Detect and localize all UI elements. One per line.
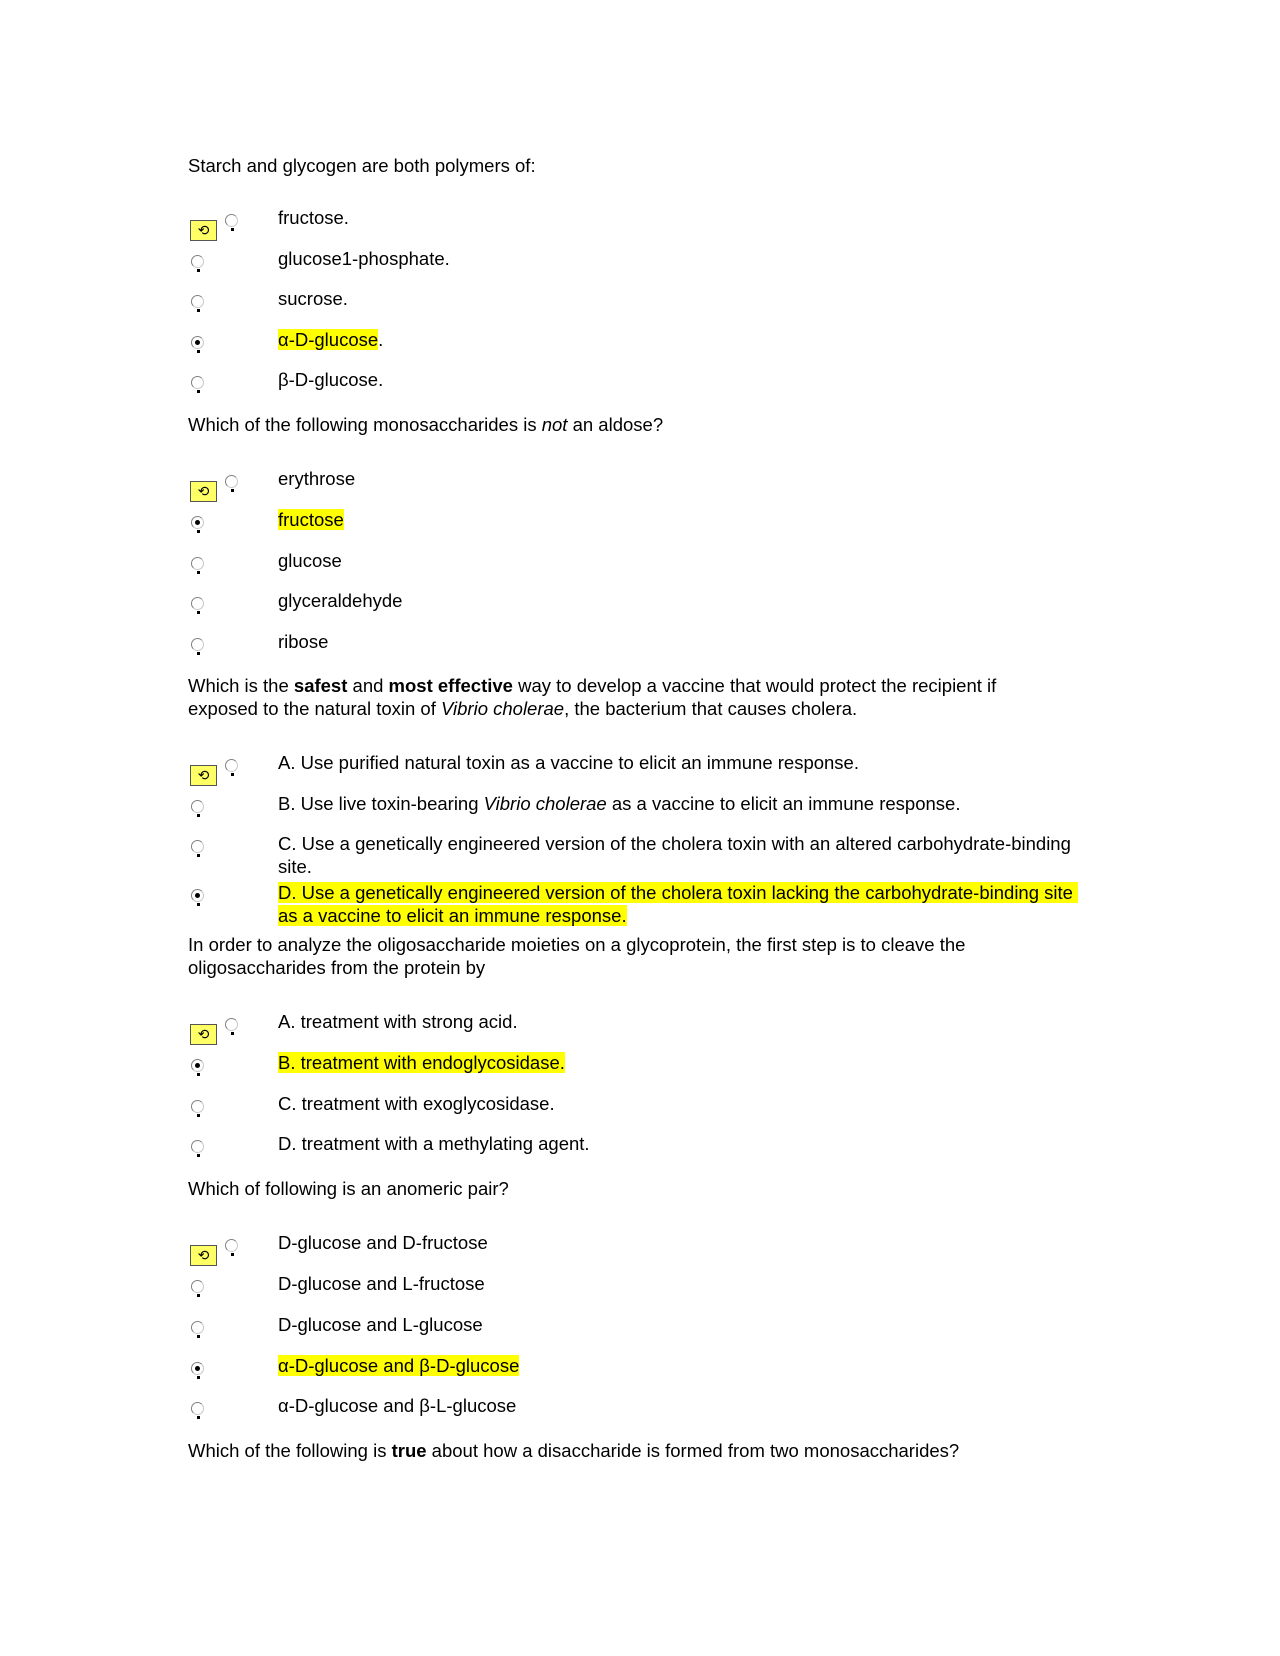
question-5-option-a[interactable]: D-glucose and D-fructose <box>278 1232 488 1253</box>
question-1-radio-c[interactable] <box>191 295 204 308</box>
radio-button-icon[interactable] <box>225 759 238 772</box>
question-5-radio-e[interactable] <box>191 1402 204 1415</box>
answer-key-icon: ⟲ <box>190 765 217 786</box>
question-3-text: Which is the safest and most effective way to develop a vaccine that would protect the recipient if exposed to the natural toxin of Vibrio cholerae, the bacterium that causes cholera. <box>188 675 1002 719</box>
question-1-option-c[interactable]: sucrose. <box>278 288 348 309</box>
question-2-radio-b-selected[interactable] <box>191 516 204 529</box>
question-4-text: In order to analyze the oligosaccharide moieties on a glycoprotein, the first step is to cleave the oligosaccharides from the protein by <box>188 934 971 978</box>
question-5-radio-b[interactable] <box>191 1280 204 1293</box>
question-2-option-e[interactable]: ribose <box>278 631 329 652</box>
question-4-option-a[interactable]: A. treatment with strong acid. <box>278 1011 518 1032</box>
answer-highlight: D. Use a genetically engineered version of the cholera toxin lacking the carbohydrate-binding site as a vaccine to elicit an immune response. <box>278 882 1079 926</box>
question-1-radio-e[interactable] <box>191 376 204 389</box>
question-6-text: Which of the following is true about how a disaccharide is formed from two monosaccharides? <box>188 1440 960 1461</box>
question-4-option-b[interactable] <box>278 1051 1078 1074</box>
question-3-radio-d-selected[interactable] <box>191 889 204 902</box>
question-1-option-a[interactable]: fructose. <box>278 207 349 228</box>
answer-highlight: fructose <box>278 509 344 530</box>
question-5-option-e[interactable]: α-D-glucose and β-L-glucose <box>278 1395 517 1416</box>
question-5-text: Which of following is an anomeric pair? <box>188 1178 509 1199</box>
question-2-option-d[interactable]: glyceraldehyde <box>278 590 403 611</box>
question-2-option-c[interactable]: glucose <box>278 550 342 571</box>
question-5-radio-c[interactable] <box>191 1321 204 1334</box>
question-1-radio-d-selected[interactable] <box>191 336 204 349</box>
question-2-option-b[interactable] <box>278 508 1078 531</box>
question-2-text: Which of the following monosaccharides is not an aldose? <box>188 414 664 435</box>
question-5-option-b[interactable]: D-glucose and L-fructose <box>278 1273 485 1294</box>
question-4-radio-d[interactable] <box>191 1140 204 1153</box>
question-2-radio-c[interactable] <box>191 557 204 570</box>
question-3-option-a[interactable]: A. Use purified natural toxin as a vaccine to elicit an immune response. <box>278 752 859 773</box>
question-1-option-e[interactable]: β-D-glucose. <box>278 369 384 390</box>
answer-highlight: B. treatment with endoglycosidase. <box>278 1052 565 1073</box>
question-4-radio-b-selected[interactable] <box>191 1059 204 1072</box>
question-1-option-b[interactable]: glucose1-phosphate. <box>278 248 450 269</box>
answer-key-icon: ⟲ <box>190 481 217 502</box>
answer-highlight: α-D-glucose <box>278 329 379 350</box>
answer-key-icon: ⟲ <box>190 1245 217 1266</box>
answer-key-icon: ⟲ <box>190 220 217 241</box>
question-4-radio-c[interactable] <box>191 1100 204 1113</box>
radio-button-icon[interactable] <box>225 475 238 488</box>
question-1-text: Starch and glycogen are both polymers of: <box>188 155 536 176</box>
radio-button-icon[interactable] <box>225 1239 238 1252</box>
question-5-radio-d-selected[interactable] <box>191 1362 204 1375</box>
question-3-option-b[interactable]: B. Use live toxin-bearing Vibrio cholerae as a vaccine to elicit an immune response. <box>278 793 961 814</box>
question-5-option-c[interactable]: D-glucose and L-glucose <box>278 1314 483 1335</box>
answer-highlight: α-D-glucose and β-D-glucose <box>278 1355 520 1376</box>
question-1-radio-b[interactable] <box>191 255 204 268</box>
question-2-option-a[interactable]: erythrose <box>278 468 356 489</box>
question-4-option-c[interactable]: C. treatment with exoglycosidase. <box>278 1093 555 1114</box>
question-3-radio-c[interactable] <box>191 840 204 853</box>
question-3-option-c[interactable]: C. Use a genetically engineered version of the cholera toxin with an altered carbohydrate-binding site. <box>278 833 1077 877</box>
radio-button-icon[interactable] <box>225 214 238 227</box>
question-5-option-d[interactable] <box>278 1354 1078 1377</box>
question-2-radio-d[interactable] <box>191 597 204 610</box>
answer-key-icon: ⟲ <box>190 1024 217 1045</box>
question-2-radio-e[interactable] <box>191 638 204 651</box>
radio-button-icon[interactable] <box>225 1018 238 1031</box>
question-1-option-d[interactable]: α-D-glucose. <box>278 329 384 350</box>
question-4-option-d[interactable]: D. treatment with a methylating agent. <box>278 1133 590 1154</box>
question-3-radio-b[interactable] <box>191 800 204 813</box>
question-3-option-d[interactable] <box>278 881 1078 927</box>
